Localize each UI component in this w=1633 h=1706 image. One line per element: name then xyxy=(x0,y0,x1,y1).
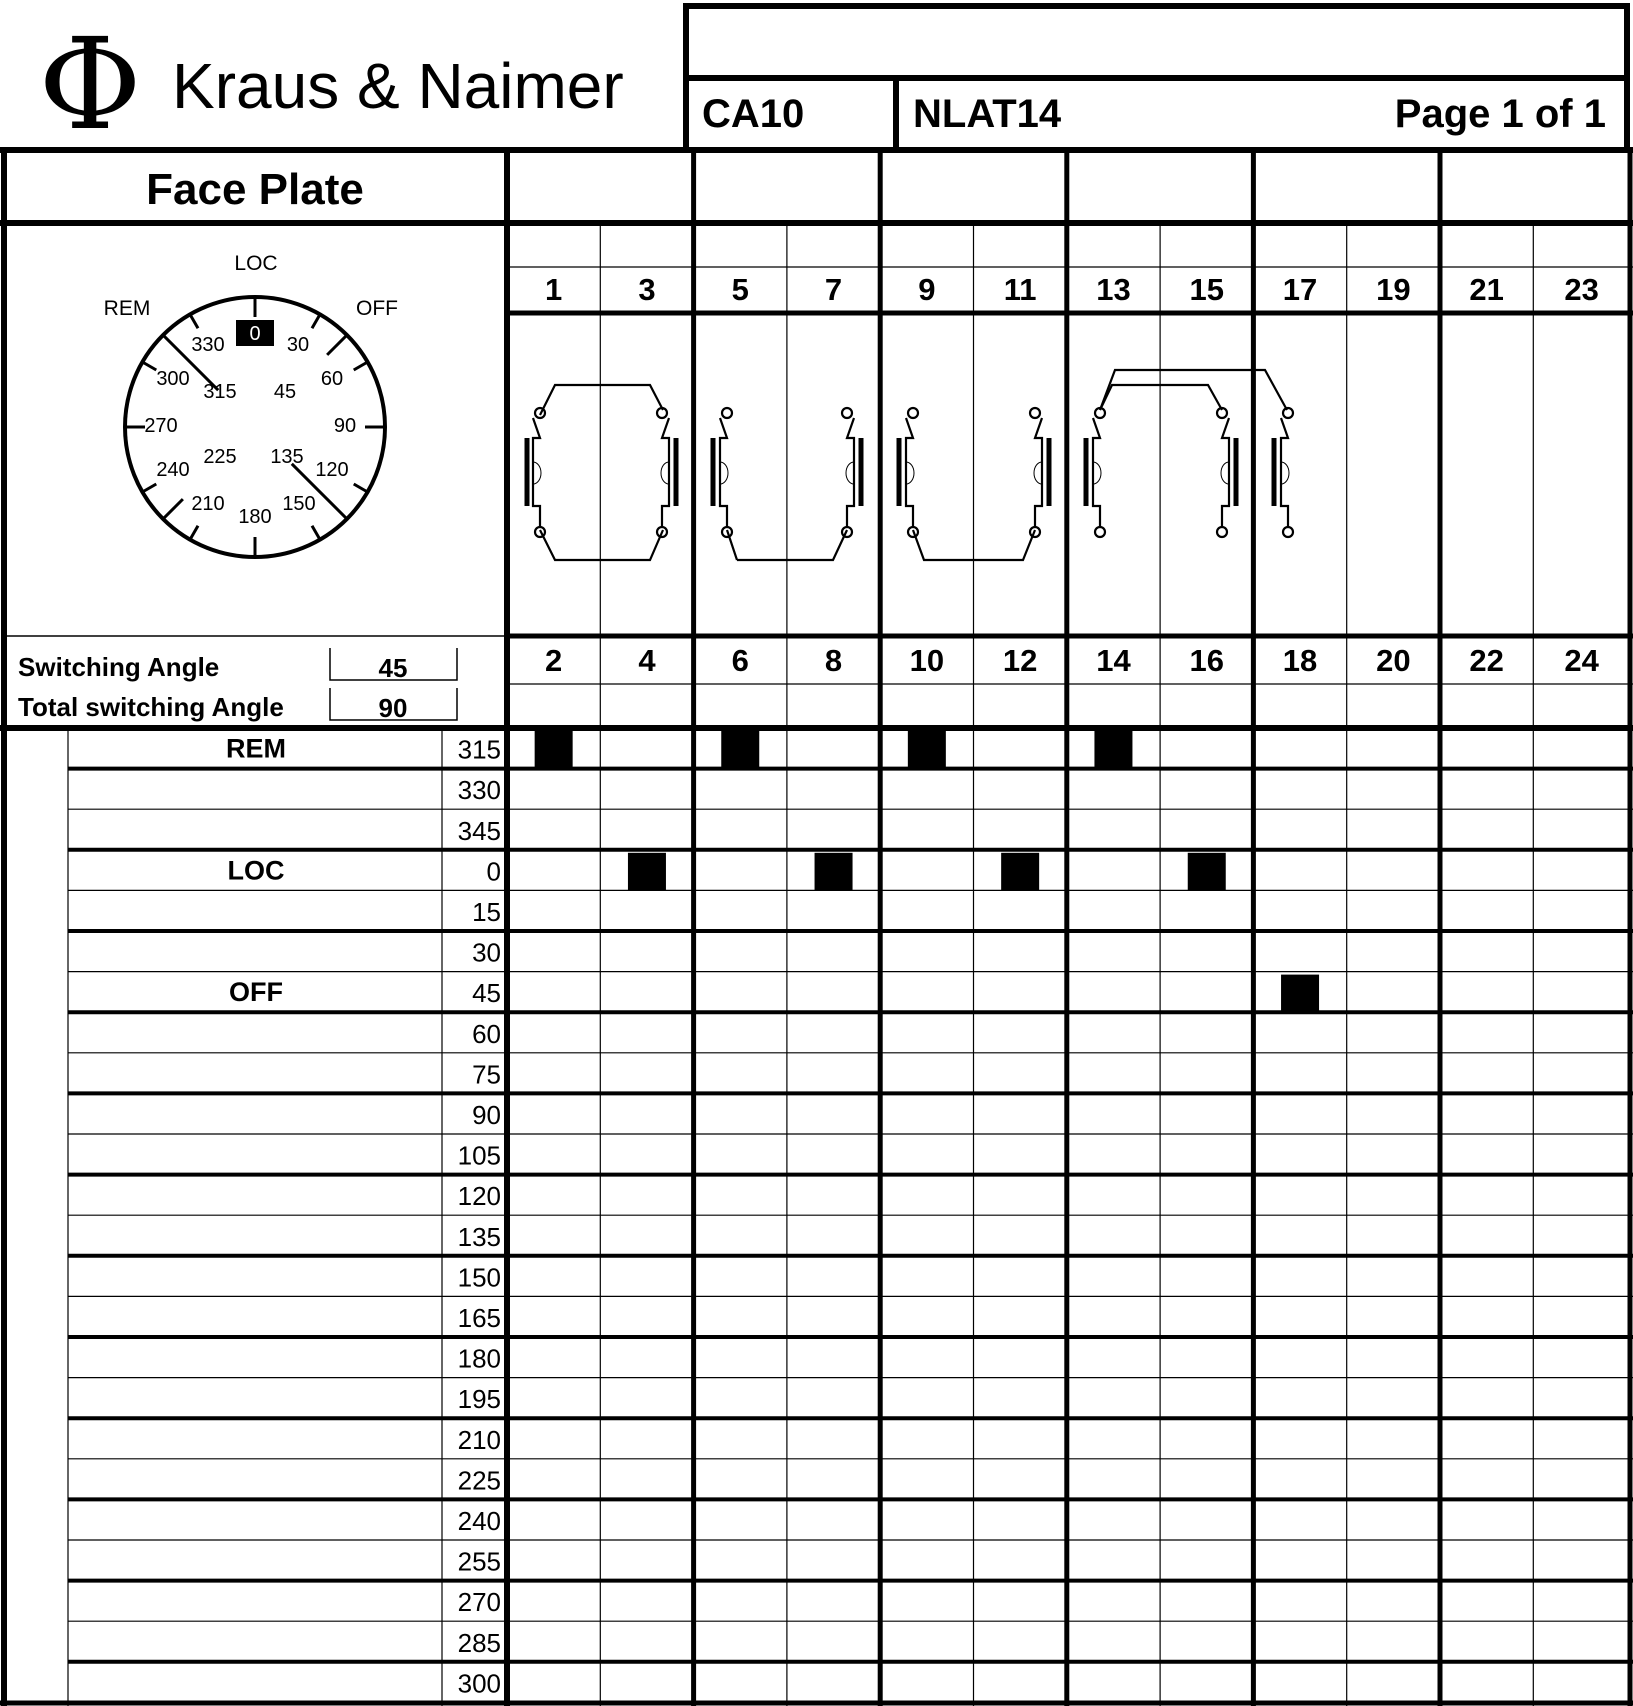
logo xyxy=(38,11,623,158)
terminal-number-top: 9 xyxy=(918,272,936,307)
terminal-number-top: 1 xyxy=(545,272,563,307)
dial-number: 45 xyxy=(273,381,297,403)
dial-number: 270 xyxy=(144,415,178,437)
terminal-number-bottom: 20 xyxy=(1376,643,1411,678)
position-angle: 0 xyxy=(486,856,501,887)
dial-label-rem: REM xyxy=(103,297,151,320)
position-angle: 60 xyxy=(472,1018,501,1049)
position-angle: 315 xyxy=(457,734,501,765)
total-angle-value: 90 xyxy=(378,693,408,723)
terminal-number-top: 7 xyxy=(824,272,843,307)
dial-number: 180 xyxy=(238,506,272,528)
position-angle: 255 xyxy=(457,1546,501,1577)
dial-number: 150 xyxy=(282,493,316,515)
terminal-number-top: 19 xyxy=(1376,272,1411,307)
position-angle: 180 xyxy=(457,1343,501,1374)
terminal-number-bottom: 12 xyxy=(1002,643,1038,678)
terminal-number-bottom: 6 xyxy=(731,643,749,678)
dial-number: 330 xyxy=(191,334,225,356)
terminal-number-top: 23 xyxy=(1564,272,1599,307)
dial-tick xyxy=(142,484,156,492)
position-angle: 285 xyxy=(457,1627,501,1658)
dial-number: 240 xyxy=(156,459,190,481)
position-angle: 270 xyxy=(457,1587,501,1618)
closed-contact-mark xyxy=(535,731,573,769)
dial-tick xyxy=(312,526,320,540)
dial-tick xyxy=(312,314,320,328)
company-name: Kraus & Naimer xyxy=(172,50,624,122)
closed-contact-mark xyxy=(1094,731,1132,769)
terminal-number-bottom: 2 xyxy=(545,643,563,678)
contact-group-4 xyxy=(1086,370,1293,537)
position-label: LOC xyxy=(227,855,285,886)
terminal-grid xyxy=(507,150,1633,1706)
contact-diagram xyxy=(527,370,1293,560)
closed-contact-mark xyxy=(815,853,853,891)
closed-contact-mark xyxy=(1281,975,1319,1013)
terminal-number-bottom: 16 xyxy=(1189,643,1224,678)
terminal-number-top: 13 xyxy=(1096,272,1131,307)
position-angle: 150 xyxy=(457,1262,501,1293)
page-indicator: Page 1 of 1 xyxy=(1394,92,1606,136)
position-angle: 240 xyxy=(457,1506,501,1536)
terminal-number-top: 15 xyxy=(1189,272,1224,307)
closed-contact-mark xyxy=(1188,853,1226,891)
dial-number: 120 xyxy=(315,459,349,481)
position-label: REM xyxy=(226,733,286,764)
dial-tick xyxy=(354,484,368,492)
terminal-number-bottom: 10 xyxy=(909,643,945,678)
position-angle: 120 xyxy=(457,1181,501,1212)
position-label: OFF xyxy=(229,977,283,1008)
closed-contact-mark xyxy=(628,853,666,891)
position-angle: 90 xyxy=(472,1100,501,1130)
dial-pointer-value: 0 xyxy=(249,323,261,345)
position-angle: 105 xyxy=(457,1140,501,1171)
faceplate-title: Face Plate xyxy=(146,165,364,214)
terminal-number-top: 3 xyxy=(638,272,656,307)
logo-phi-icon: Φ xyxy=(38,11,142,158)
terminal-number-bottom: 18 xyxy=(1282,643,1318,678)
closed-contact-mark xyxy=(1001,853,1039,891)
position-angle: 345 xyxy=(457,815,501,846)
terminal-number-top: 21 xyxy=(1469,272,1504,307)
contact-group-1 xyxy=(527,385,676,560)
dial-tick xyxy=(327,335,347,355)
position-angle: 330 xyxy=(457,775,501,806)
position-angle: 45 xyxy=(472,978,501,1009)
dial-number: 300 xyxy=(156,368,190,390)
position-angle: 165 xyxy=(457,1303,501,1333)
position-angle: 75 xyxy=(472,1059,501,1090)
closed-contact-marks xyxy=(535,731,1319,1013)
terminal-number-top: 17 xyxy=(1282,272,1318,307)
faceplate-dial xyxy=(104,252,398,557)
dial-number: 30 xyxy=(286,334,310,356)
switching-angle-label: Switching Angle xyxy=(18,652,220,682)
part-number: NLAT14 xyxy=(913,92,1062,136)
dial-number: 210 xyxy=(191,493,225,515)
closed-contact-mark xyxy=(908,731,946,769)
dial-label-off: OFF xyxy=(356,297,398,320)
dial-tick xyxy=(163,499,183,519)
dial-number: 60 xyxy=(320,368,344,390)
faceplate-panel xyxy=(0,150,1633,1706)
header xyxy=(38,6,1627,158)
position-angle: 15 xyxy=(472,897,501,927)
terminal-number-bottom: 8 xyxy=(824,643,843,678)
switching-angles xyxy=(4,636,507,723)
position-angle: 135 xyxy=(457,1221,501,1252)
dial-number: 315 xyxy=(203,381,237,403)
switching-angle-value: 45 xyxy=(378,653,408,683)
position-angle: 225 xyxy=(457,1465,501,1496)
dial-tick xyxy=(142,362,156,370)
terminal-number-bottom: 14 xyxy=(1096,643,1131,678)
dial-number: 135 xyxy=(270,446,304,468)
terminal-number-bottom: 24 xyxy=(1564,643,1599,678)
dial-number: 225 xyxy=(203,446,237,468)
dial-number: 90 xyxy=(333,415,357,437)
dial-tick xyxy=(190,526,198,540)
series-code: CA10 xyxy=(702,92,805,136)
total-angle-label: Total switching Angle xyxy=(18,692,284,722)
terminal-number-bottom: 4 xyxy=(638,643,656,678)
position-angle: 300 xyxy=(457,1668,501,1699)
closed-contact-mark xyxy=(721,731,759,769)
dial-tick xyxy=(190,314,198,328)
dial-tick xyxy=(354,362,368,370)
terminal-number-bottom: 22 xyxy=(1469,643,1504,678)
position-angle: 195 xyxy=(457,1384,501,1415)
terminal-number-top: 5 xyxy=(731,272,749,307)
terminal-number-top: 11 xyxy=(1003,272,1037,307)
position-angle: 210 xyxy=(457,1424,501,1455)
position-angle: 30 xyxy=(472,937,501,968)
dial-label-loc: LOC xyxy=(234,252,278,275)
